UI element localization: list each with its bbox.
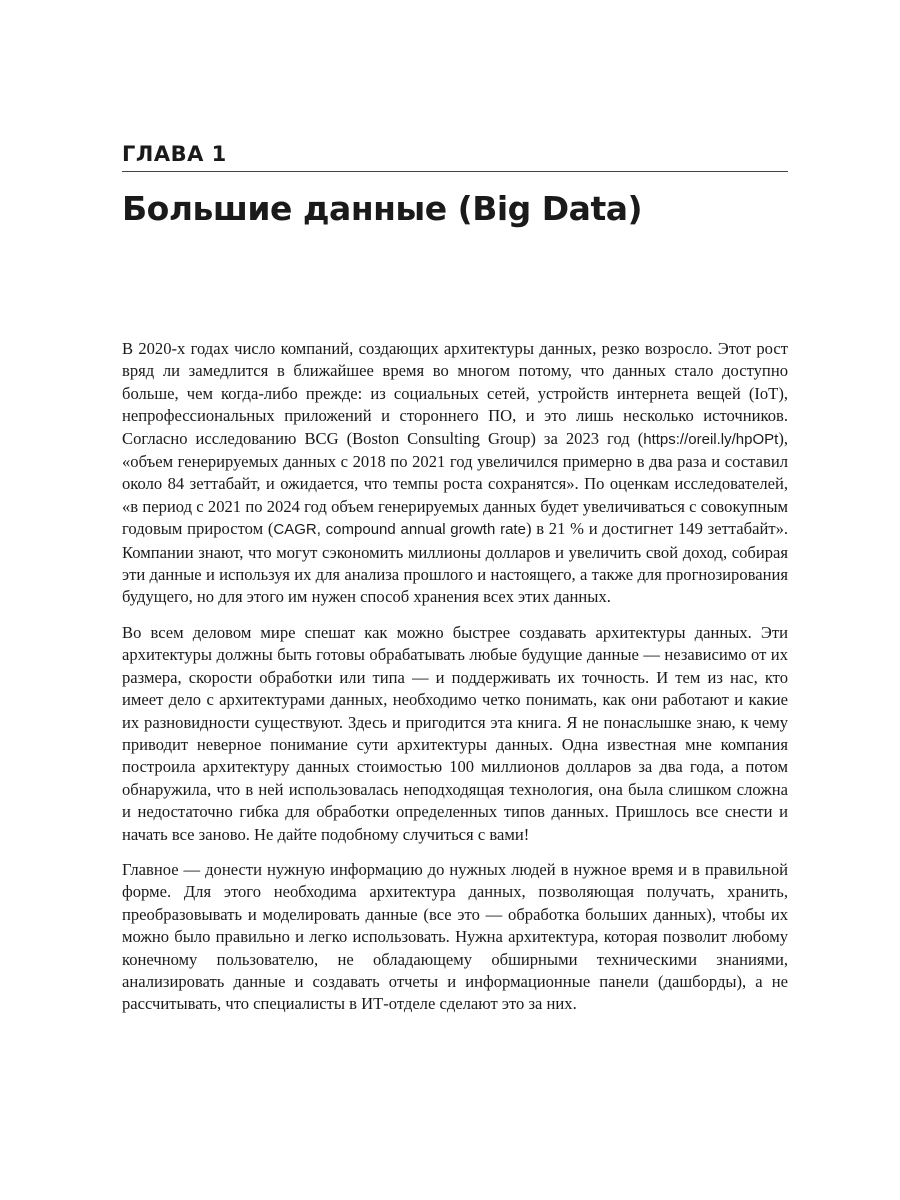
paragraph-2: Во всем деловом мире спешат как можно быстрее создавать архитектуры данных. Эти архитектуры должны быть готовы обрабатывать любые будущие данные — независимо от их размера, скорости обработки или типа — и поддерживать их точность. И тем из нас, кто имеет дело с архитектурами данных, необходимо четко понимать, как они работают и какие их разновидности существуют. Здесь и пригодится эта книга. Я не понаслышке знаю, к чему приводит неверное понимание сути архитектуры данных. Одна известная мне компания построила архитектуру данных стоимостью 100 миллионов долларов за два года, а потом обнаружила, что в ней использовалась неподходящая технология, она была слишком сложна и недостаточно гибка для обработки определенных типов данных. Пришлось все снести и начать все заново. Не дайте подобному случиться с вами!: [122, 622, 788, 844]
body-text: [122, 338, 788, 1029]
chapter-header: [122, 140, 788, 230]
paragraph-1: [122, 338, 788, 609]
paragraph-1-part-a: В 2020-х годах число компаний, создающих архитектуры данных, резко возросло. Этот рост вряд ли замедлится в ближайшее время во многом потому, что данных стало доступно больше, чем когда-либо прежде: из социальных сетей, устройств интернета вещей (IoT), непрофессиональных приложений и стороннего ПО, и это лишь несколько источников. Согласно исследованию BCG (Boston Consulting Group) за 2023 год (: [122, 339, 788, 448]
source-link[interactable]: https://oreil.ly/hpOPt: [643, 430, 779, 448]
chapter-label: ГЛАВА 1: [122, 140, 788, 172]
paragraph-1-part-b: ), «объем генерируемых данных с 2018 по 2021 год увеличился примерно в два раза и составил около 84 зеттабайт, и ожидается, что темпы роста сохранятся». По оценкам исследователей, «в период с 2021 по 2024 год объем генерируемых данных будет увеличиваться с совокупным годовым приростом (: [122, 428, 788, 539]
paragraph-1-part-c: ) в 21 % и достигнет 149 зеттабайт». Компании знают, что могут сэкономить миллионы долларов и увеличить свой доход, собирая эти данные и используя их для анализа прошлого и настоящего, а также для прогнозирования будущего, но для этого им нужен способ хранения всех этих данных.: [122, 519, 789, 607]
cagr-term: CAGR, compound annual growth rate: [273, 521, 526, 539]
paragraph-3: Главное — донести нужную информацию до нужных людей в нужное время и в правильной форме. Для этого необходима архитектура данных, позволяющая получать, хранить, преобразовывать и моделировать данные (все это — обработка больших данных), чтобы их можно было правильно и легко использовать. Нужна архитектура, которая позволит любому конечному пользователю, не обладающему обширными техническими знаниями, анализировать данные и создавать отчеты и информационные панели (дашборды), а не рассчитывать, что специалисты в ИТ-отделе сделают это за них.: [122, 859, 788, 1014]
chapter-title: Большие данные (Big Data): [122, 189, 643, 228]
